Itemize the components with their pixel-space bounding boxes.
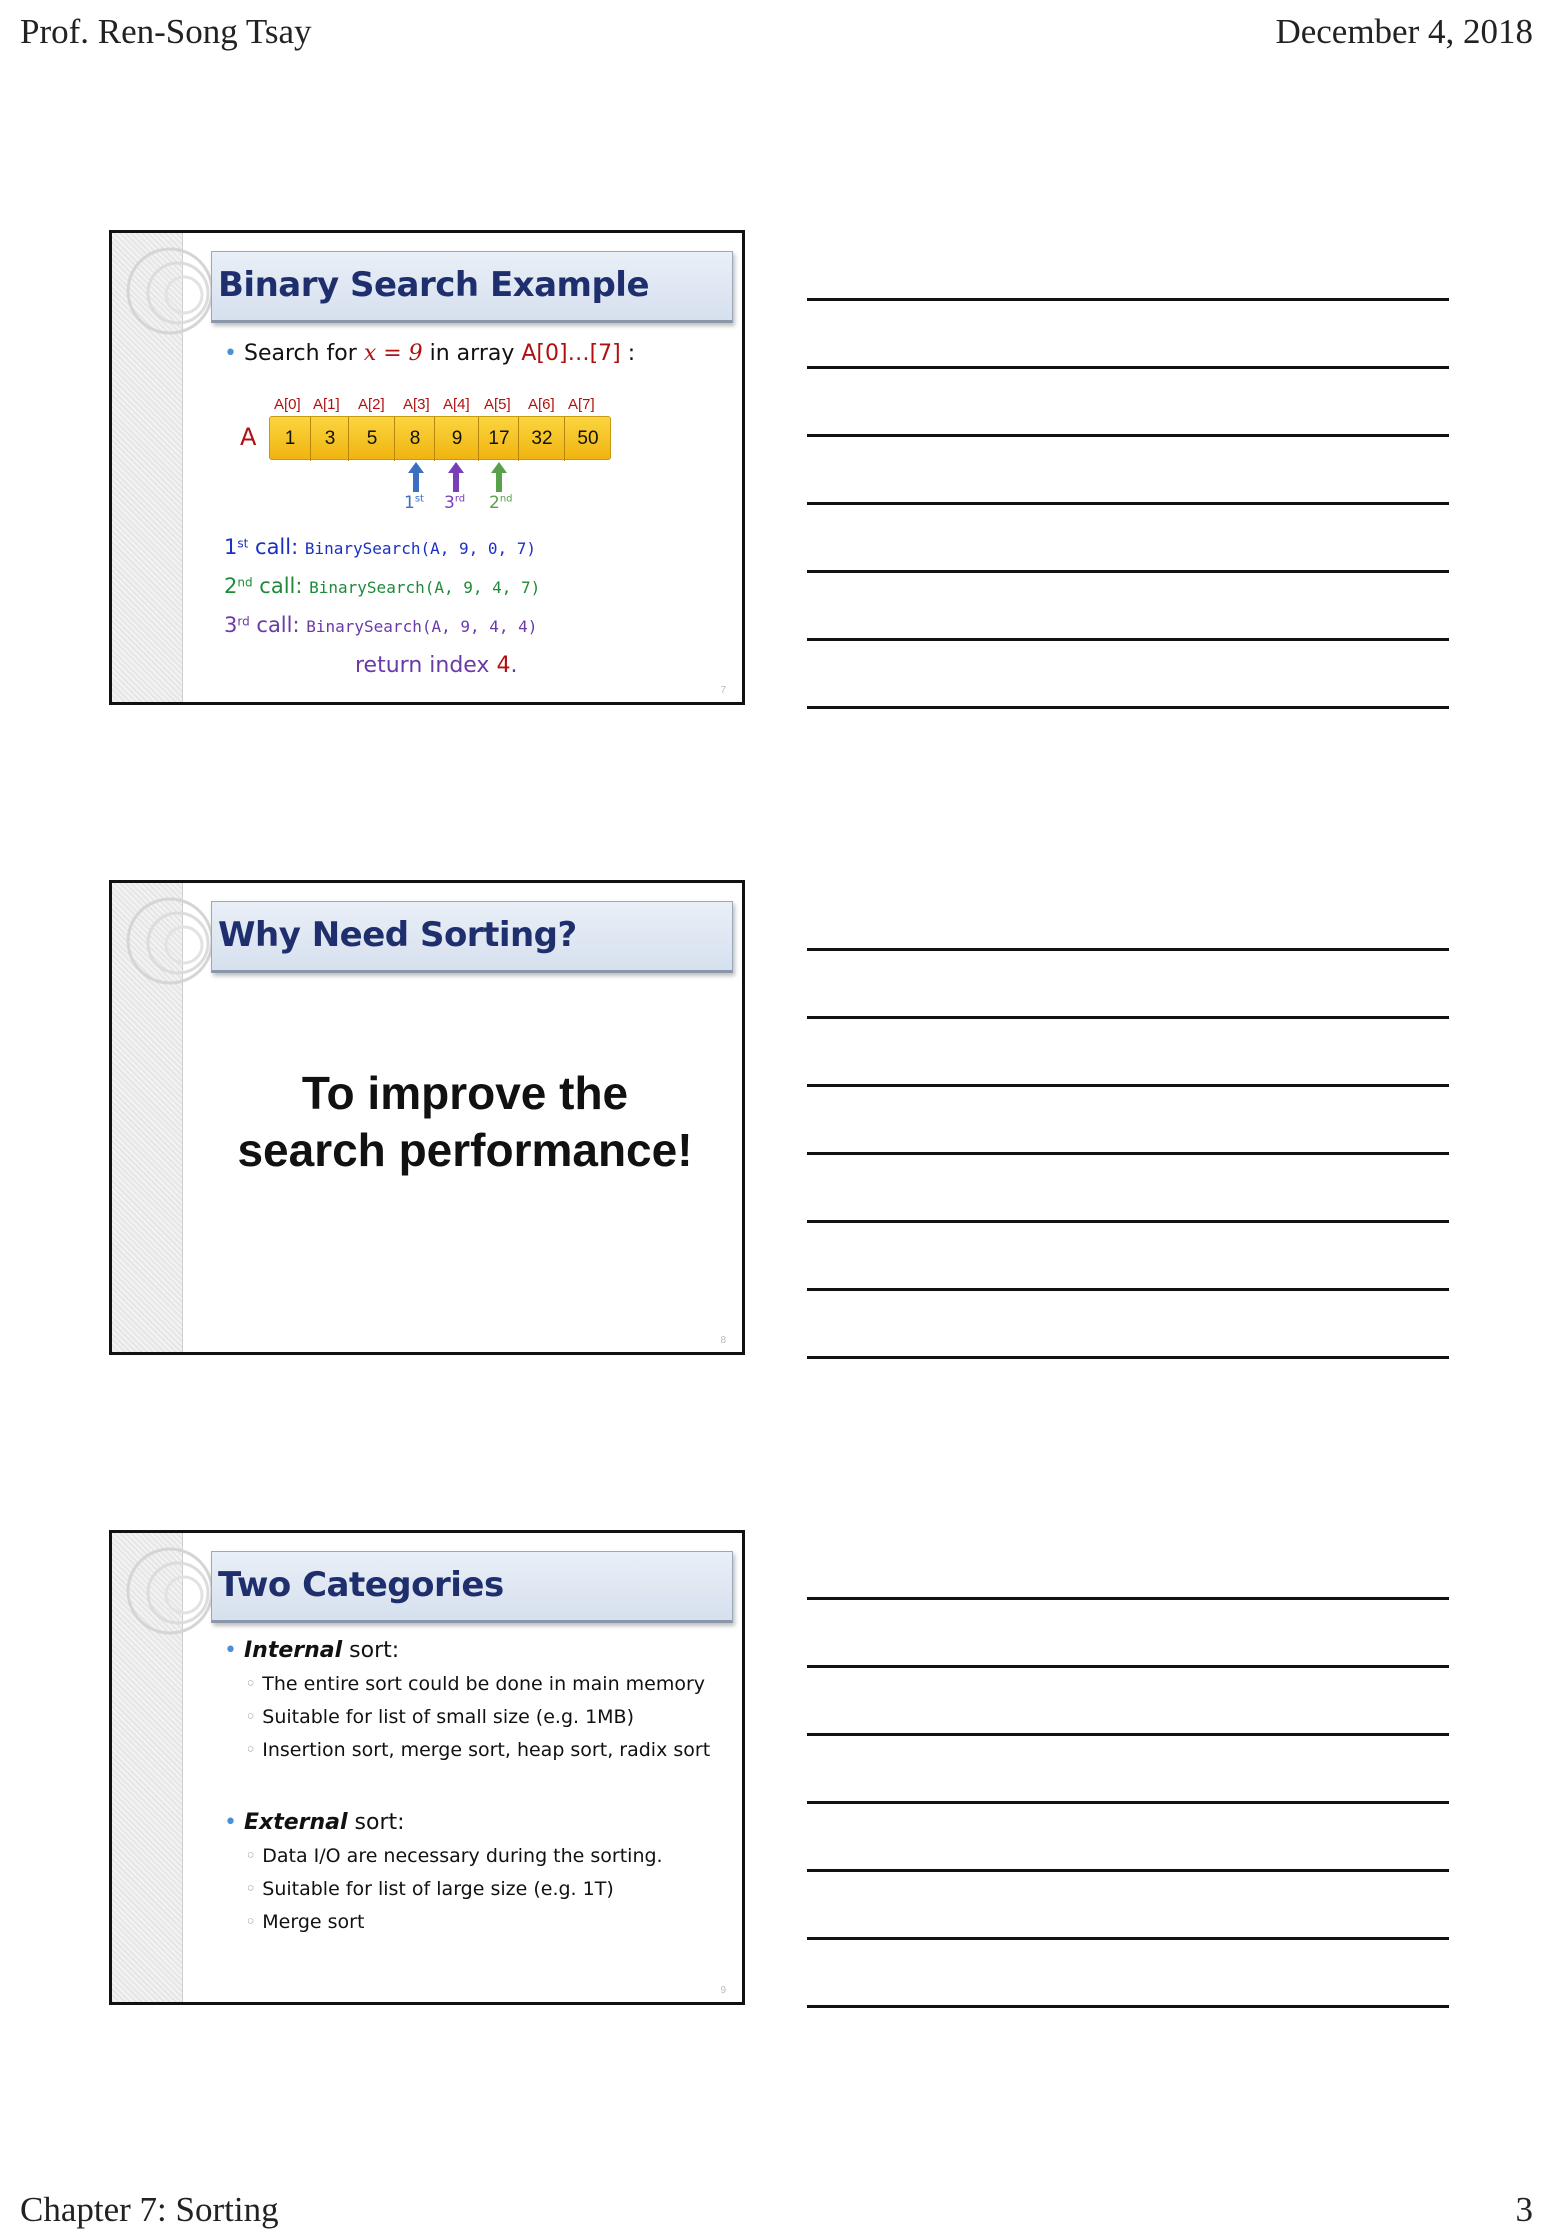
bullet-text-post: : — [620, 341, 636, 366]
first-call-arrow-icon — [407, 461, 425, 493]
note-line — [807, 1152, 1449, 1155]
note-line — [807, 570, 1449, 573]
second-call-arrow-icon — [490, 461, 508, 493]
footer-chapter: Chapter 7: Sorting — [20, 2190, 279, 2229]
call-line-first: 1st call: BinarySearch(A, 9, 0, 7) — [224, 535, 537, 559]
third-call-arrow-icon — [447, 461, 465, 493]
slide-page-number: 7 — [720, 685, 726, 696]
arrow-label-third: 3rd — [444, 493, 466, 513]
array-bar — [269, 416, 611, 460]
header-author: Prof. Ren-Song Tsay — [20, 12, 312, 51]
note-line — [807, 1356, 1449, 1359]
array-index-label: A[4] — [443, 396, 470, 413]
slide-title-box — [211, 901, 733, 973]
slide-title: Binary Search Example — [218, 265, 650, 305]
array-index-label: A[3] — [403, 396, 430, 413]
sub-bullet: ◦ Merge sort — [245, 1911, 365, 1933]
slide-title-box — [211, 1551, 733, 1623]
note-line — [807, 2005, 1449, 2008]
footer-page-number: 3 — [1515, 2190, 1533, 2229]
array-cell: 8 — [394, 417, 435, 461]
sub-bullet: ◦ Suitable for list of large size (e.g. 1T) — [245, 1878, 614, 1900]
slide-page-number: 8 — [720, 1335, 726, 1346]
slide-page-number: 9 — [720, 1985, 726, 1996]
array-name: A — [240, 423, 257, 451]
slide-body-line-2: search performance! — [237, 1124, 693, 1176]
note-line — [807, 1665, 1449, 1668]
array-cell: 5 — [348, 417, 395, 461]
note-line — [807, 948, 1449, 951]
array-cell: 50 — [564, 417, 611, 461]
bullet-dot-icon: • — [224, 1638, 237, 1663]
bullet-dot-icon: • — [224, 1810, 237, 1835]
note-line — [807, 434, 1449, 437]
external-sort-bullet: • External sort: — [224, 1810, 405, 1835]
array-cell: 9 — [434, 417, 479, 461]
bullet-text-mid: in array — [422, 341, 522, 366]
sub-bullet: ◦ Data I/O are necessary during the sorting. — [245, 1845, 663, 1867]
arrow-label-second: 2nd — [489, 493, 513, 513]
array-index-label: A[1] — [313, 396, 340, 413]
swirl-logo-icon — [120, 1541, 220, 1641]
note-line — [807, 1597, 1449, 1600]
note-line — [807, 1084, 1449, 1087]
slide-binary-search — [109, 230, 745, 705]
note-line — [807, 1016, 1449, 1019]
array-index-label: A[2] — [358, 396, 385, 413]
bullet-text-pre: Search for — [243, 341, 364, 366]
slide-title: Two Categories — [218, 1565, 504, 1605]
note-line — [807, 706, 1449, 709]
swirl-logo-icon — [120, 891, 220, 991]
array-cell: 32 — [518, 417, 565, 461]
note-line — [807, 502, 1449, 505]
array-index-label: A[5] — [484, 396, 511, 413]
search-bullet — [224, 341, 635, 366]
call-line-third: 3rd call: BinarySearch(A, 9, 4, 4) — [224, 613, 538, 637]
sub-bullet: ◦ Insertion sort, merge sort, heap sort, radix sort — [245, 1739, 711, 1761]
bullet-range: A[0]…[7] — [521, 341, 621, 366]
call-line-second: 2nd call: BinarySearch(A, 9, 4, 7) — [224, 574, 541, 598]
slide-two-categories — [109, 1530, 745, 2005]
note-line — [807, 1869, 1449, 1872]
return-line: return index 4. — [355, 653, 518, 678]
sub-bullet: ◦ Suitable for list of small size (e.g. 1MB) — [245, 1706, 635, 1728]
sub-bullet: ◦ The entire sort could be done in main memory — [245, 1673, 706, 1695]
slide-body-line-1: To improve the — [301, 1067, 629, 1119]
note-line — [807, 1801, 1449, 1804]
note-line — [807, 298, 1449, 301]
array-cell: 3 — [310, 417, 349, 461]
array-index-label: A[0] — [274, 396, 301, 413]
slide-title: Why Need Sorting? — [218, 915, 577, 955]
arrow-label-first: 1st — [404, 493, 424, 513]
note-line — [807, 638, 1449, 641]
slide-why-sorting — [109, 880, 745, 1355]
note-line — [807, 1288, 1449, 1291]
slide-title-box — [211, 251, 733, 323]
note-line — [807, 1733, 1449, 1736]
array-cell: 17 — [478, 417, 519, 461]
note-line — [807, 1937, 1449, 1940]
array-index-label: A[7] — [568, 396, 595, 413]
bullet-expression: x = 9 — [363, 341, 423, 366]
header-date: December 4, 2018 — [1275, 12, 1533, 51]
array-index-label: A[6] — [528, 396, 555, 413]
swirl-logo-icon — [120, 241, 220, 341]
internal-sort-bullet: • Internal sort: — [224, 1638, 400, 1663]
note-line — [807, 366, 1449, 369]
array-cell: 1 — [284, 428, 296, 449]
bullet-dot-icon: • — [224, 341, 237, 366]
note-line — [807, 1220, 1449, 1223]
